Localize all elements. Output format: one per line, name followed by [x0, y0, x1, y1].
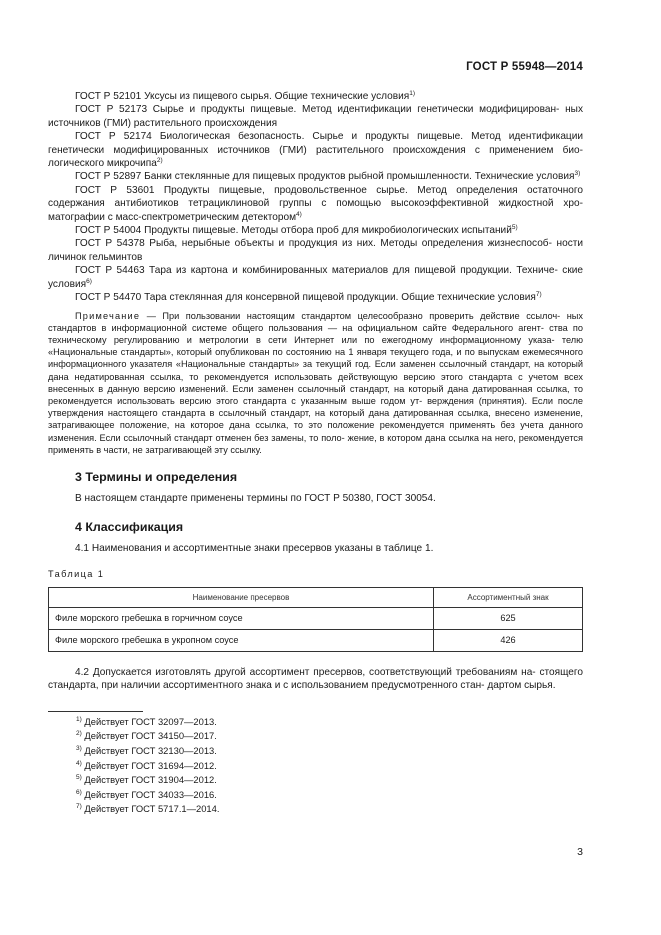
column-header-name: Наименование пресервов	[49, 587, 434, 607]
footnote-item: $^{1)}$ Действует ГОСТ 32097—2013.	[76, 715, 217, 727]
assortment-code-cell: 625	[434, 607, 583, 629]
footnote-divider	[48, 711, 143, 712]
section-4-heading: 4 Классификация	[75, 519, 184, 534]
reference-item: ГОСТ Р 54378 Рыба, нерыбные объекты и продукция из них. Методы определения жизнеспособ- ности личинок гельминтов	[48, 238, 583, 263]
footnote-item: $^{6)}$ Действует ГОСТ 34033—2016.	[76, 788, 217, 800]
document-id-header: ГОСТ Р 55948—2014	[466, 61, 583, 73]
section-3-text: В настоящем стандарте применены термины по ГОСТ Р 50380, ГОСТ 30054.	[75, 493, 436, 505]
reference-item: ГОСТ Р 54004 Продукты пищевые. Методы отбора проб для микробиологических испытаний$^{5)}$	[75, 224, 518, 237]
reference-note	[48, 310, 583, 456]
assortment-code-cell: 426	[434, 629, 583, 651]
reference-item: ГОСТ Р 52897 Банки стеклянные для пищевых продуктов рыбной промышленности. Технические условия$^{3)}$	[75, 170, 581, 183]
column-header-code: Ассортиментный знак	[434, 587, 583, 607]
product-name-cell: Филе морского гребешка в укропном соусе	[49, 629, 434, 651]
table-caption: Таблица 1	[48, 568, 105, 579]
table-header-row	[49, 587, 583, 607]
reference-item: ГОСТ Р 52101 Уксусы из пищевого сырья. Общие технические условия$^{1)}$	[75, 90, 416, 102]
table-row	[49, 607, 583, 629]
reference-item: ГОСТ Р 52174 Биологическая безопасность. Сырье и продукты пищевые. Метод идентификации генетически модифицированных источников (ГМИ) растительного происхождения с применением био- логического микрочипа$^{2)}$	[48, 131, 583, 170]
reference-item: ГОСТ Р 53601 Продукты пищевые, продовольственное сырье. Метод определения остаточного содержания антибиотиков тетрациклиновой группы с помощью высокоэффективной жидкостной хро- матографии с масс-спектрометрическим детектором$^{4)}$	[48, 184, 583, 223]
note-text: — При пользовании настоящим стандартом целесообразно проверить действие ссылоч- ных стандартов в информационной системе общего пользования — на официальном сайте Федерального агент- ства по техническому регулированию и метрологии в сети Интернет или по ежегодному информационному указа- телю «Национальные стандарты», который опубликован по состоянию на 1 января текущего года, и по выпускам ежемесячного информационного указателя «Национальные стандарты» за текущий год. Если заменен ссылочный стандарт, на который дана недатированная ссылка, то рекомендуется использовать действующую версию этого стандарта с учетом всех внесенных в данную версию изменений. Если заменен ссылочный стандарт, на который дана датированная ссылка, то рекомендуется использовать версию этого стандарта с указанным выше годом ут- верждения (принятия). Если после утверждения настоящего стандарта в ссылочный стандарт, на который дана датированная ссылка, внесено изменение, затрагивающее положение, на которое дана ссылка, то это положение рекомендуется применять без учета данного изменения. Если ссылочный стандарт отменен без замены, то поло- жение, в котором дана ссылка на него, рекомендуется применять в части, не затрагивающей эту ссылку.	[48, 310, 583, 455]
table-row	[49, 629, 583, 651]
product-name-cell: Филе морского гребешка в горчичном соусе	[49, 607, 434, 629]
reference-item: ГОСТ Р 52173 Сырье и продукты пищевые. Метод идентификации генетически модифицирован- ных источников (ГМИ) растительного происхождения	[48, 104, 583, 129]
footnote-item: $^{7)}$ Действует ГОСТ 5717.1—2014.	[76, 803, 220, 815]
section-4-2-text: 4.2 Допускается изготовлять другой ассортимент пресервов, соответствующий требованиям на- стоящего стандарта, при наличии ассортиментного знака и с использованием предусмотренного стан- дартом сырья.	[48, 666, 583, 692]
footnote-item: $^{3)}$ Действует ГОСТ 32130—2013.	[76, 744, 217, 756]
page-content	[48, 90, 583, 817]
section-4-1-text: 4.1 Наименования и ассортиментные знаки пресервов указаны в таблице 1.	[75, 543, 434, 555]
references-list	[48, 90, 583, 305]
page-number: 3	[577, 846, 583, 858]
reference-item: ГОСТ Р 54470 Тара стеклянная для консервной пищевой продукции. Общие технические условия$^{7)}$	[75, 291, 542, 304]
assortment-table	[48, 587, 583, 652]
footnote-item: $^{5)}$ Действует ГОСТ 31904—2012.	[76, 774, 217, 786]
footnote-item: $^{4)}$ Действует ГОСТ 31694—2012.	[76, 759, 217, 771]
section-3-heading: 3 Термины и определения	[75, 469, 238, 484]
note-label: Примечание	[75, 310, 141, 321]
footnotes-list	[48, 715, 583, 817]
reference-item: ГОСТ Р 54463 Тара из картона и комбинированных материалов для пищевой продукции. Техниче- ские условия$^{6)}$	[48, 265, 584, 290]
footnote-item: $^{2)}$ Действует ГОСТ 34150—2017.	[76, 730, 217, 742]
